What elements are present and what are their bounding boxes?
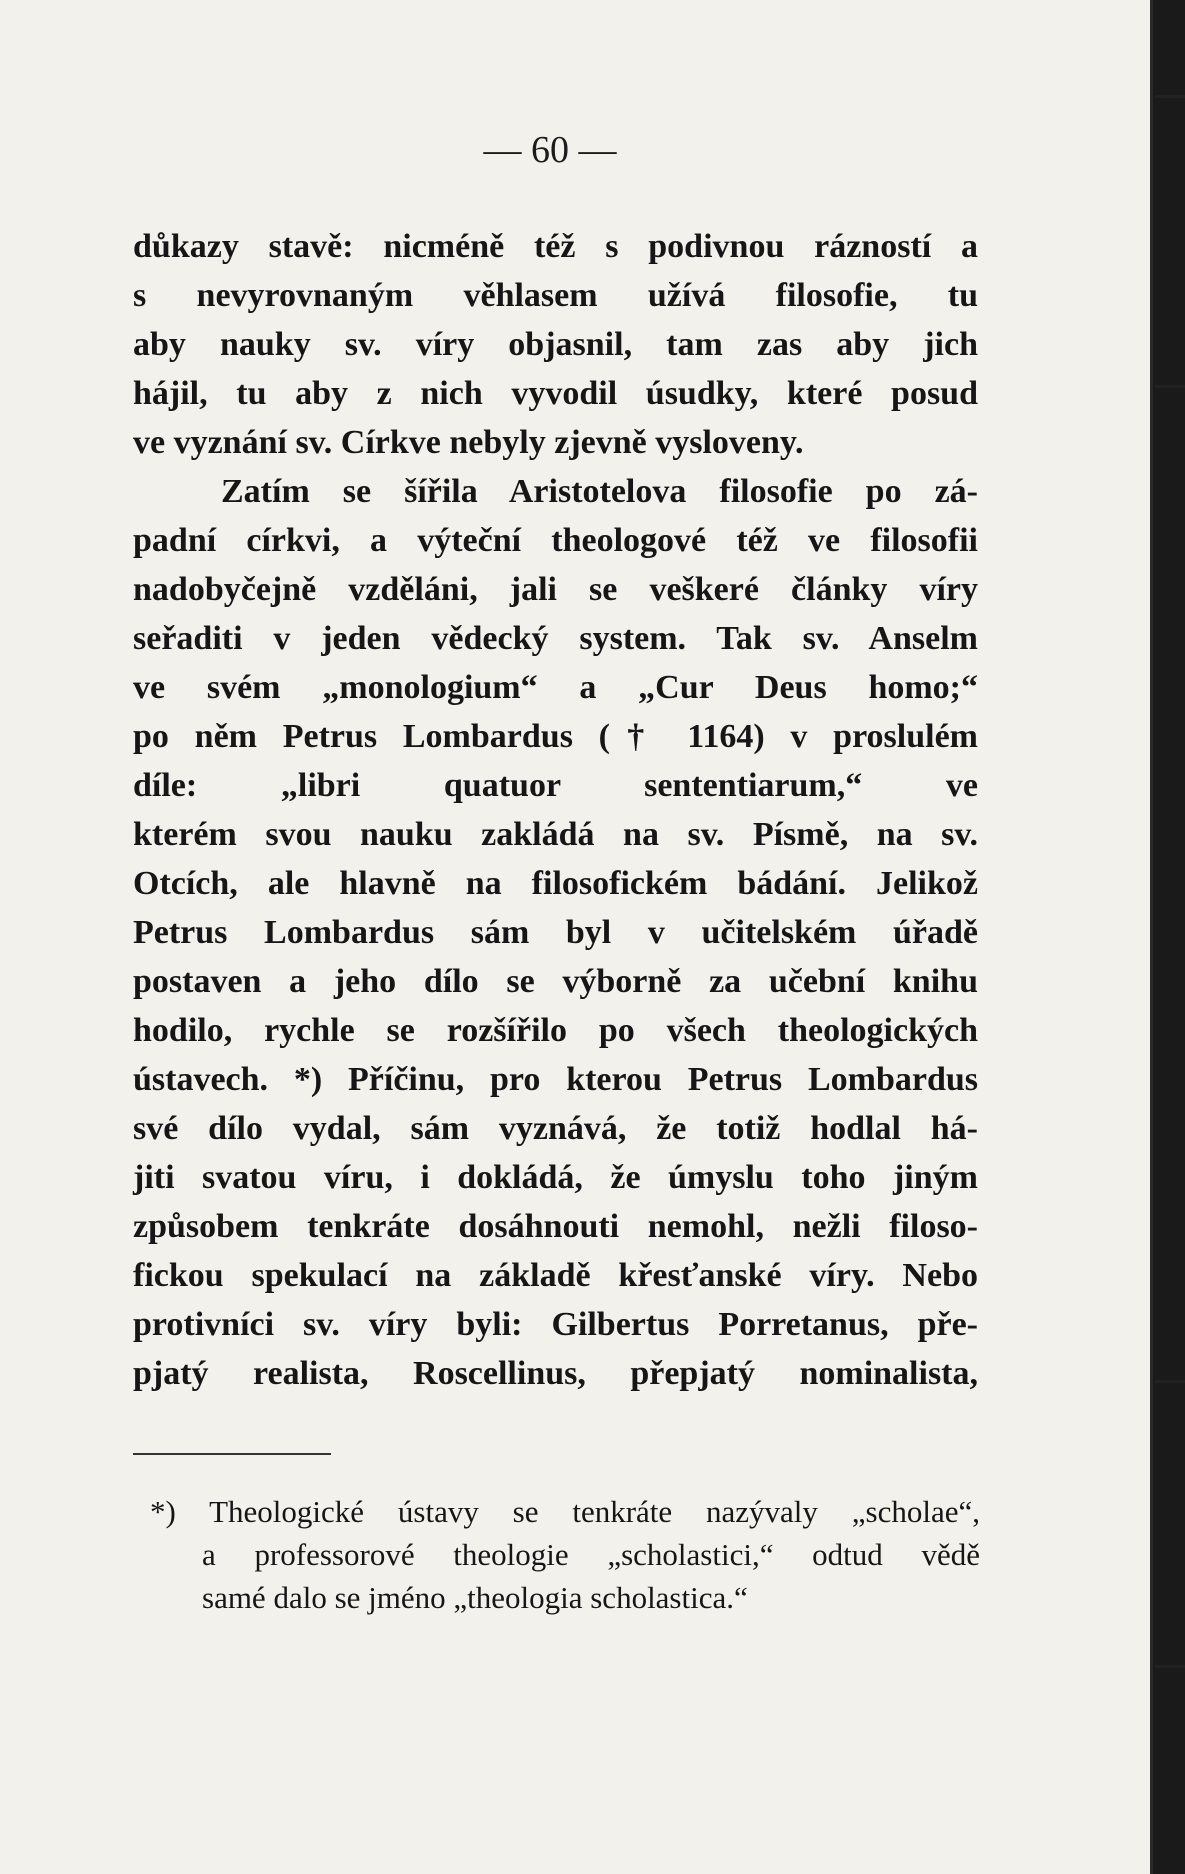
text-line: protivníci sv. víry byli: Gilbertus Porretanus, pře- (133, 1306, 978, 1343)
text-line: kterém svou nauku zakládá na sv. Písmě, na sv. (133, 816, 978, 853)
text-line: Zatím se šířila Aristotelova filosofie po zá- (221, 473, 978, 510)
footnote-rule (133, 1453, 331, 1455)
text-line: hodilo, rychle se rozšířilo po všech theologických (133, 1012, 978, 1049)
footnote (150, 1490, 980, 1619)
scan-edge-mark (1155, 1380, 1185, 1383)
text-line: po něm Petrus Lombardus († 1164) v proslulém (133, 718, 978, 755)
scan-edge-mark (1155, 95, 1185, 98)
footnote-line: samé dalo se jméno „theologia scholastica.“ (202, 1580, 748, 1615)
text-line: padní církvi, a výteční theologové též ve filosofii (133, 522, 978, 559)
text-line: nadobyčejně vzděláni, jali se veškeré články víry (133, 571, 978, 608)
text-line: pjatý realista, Roscellinus, přepjatý nominalista, (133, 1355, 978, 1392)
text-line: hájil, tu aby z nich vyvodil úsudky, které posud (133, 375, 978, 412)
footnote-line: *) Theologické ústavy se tenkráte nazývaly „scholae“, (150, 1494, 980, 1529)
text-line: ústavech. *) Příčinu, pro kterou Petrus Lombardus (133, 1061, 978, 1098)
text-line: fickou spekulací na základě křesťanské víry. Nebo (133, 1257, 978, 1294)
text-line: díle: „libri quatuor sententiarum,“ ve (133, 767, 978, 804)
text-line: s nevyrovnaným věhlasem užívá filosofie, tu (133, 277, 978, 314)
text-line: důkazy stavě: nicméně též s podivnou rázností a (133, 228, 978, 265)
text-line: postaven a jeho dílo se výborně za učební knihu (133, 963, 978, 1000)
footnote-line: a professorové theologie „scholastici,“ odtud vědě (202, 1537, 980, 1572)
text-line: Otcích, ale hlavně na filosofickém bádání. Jelikož (133, 865, 978, 902)
text-line: způsobem tenkráte dosáhnouti nemohl, nežli filoso- (133, 1208, 978, 1245)
text-line: aby nauky sv. víry objasnil, tam zas aby jich (133, 326, 978, 363)
text-line: seřaditi v jeden vědecký system. Tak sv. Anselm (133, 620, 978, 657)
text-line: ve vyznání sv. Církve nebyly zjevně vysloveny. (133, 424, 804, 461)
text-line: Petrus Lombardus sám byl v učitelském úřadě (133, 914, 978, 951)
page-number: — 60 — (483, 129, 617, 171)
main-text (133, 222, 978, 1398)
text-line: jiti svatou víru, i dokládá, že úmyslu toho jiným (133, 1159, 978, 1196)
text-line: své dílo vydal, sám vyznává, že totiž hodlal há- (133, 1110, 978, 1147)
scan-edge-mark (1155, 1665, 1185, 1668)
text-line: ve svém „monologium“ a „Cur Deus homo;“ (133, 669, 978, 706)
scan-edge-mark (1155, 385, 1185, 388)
